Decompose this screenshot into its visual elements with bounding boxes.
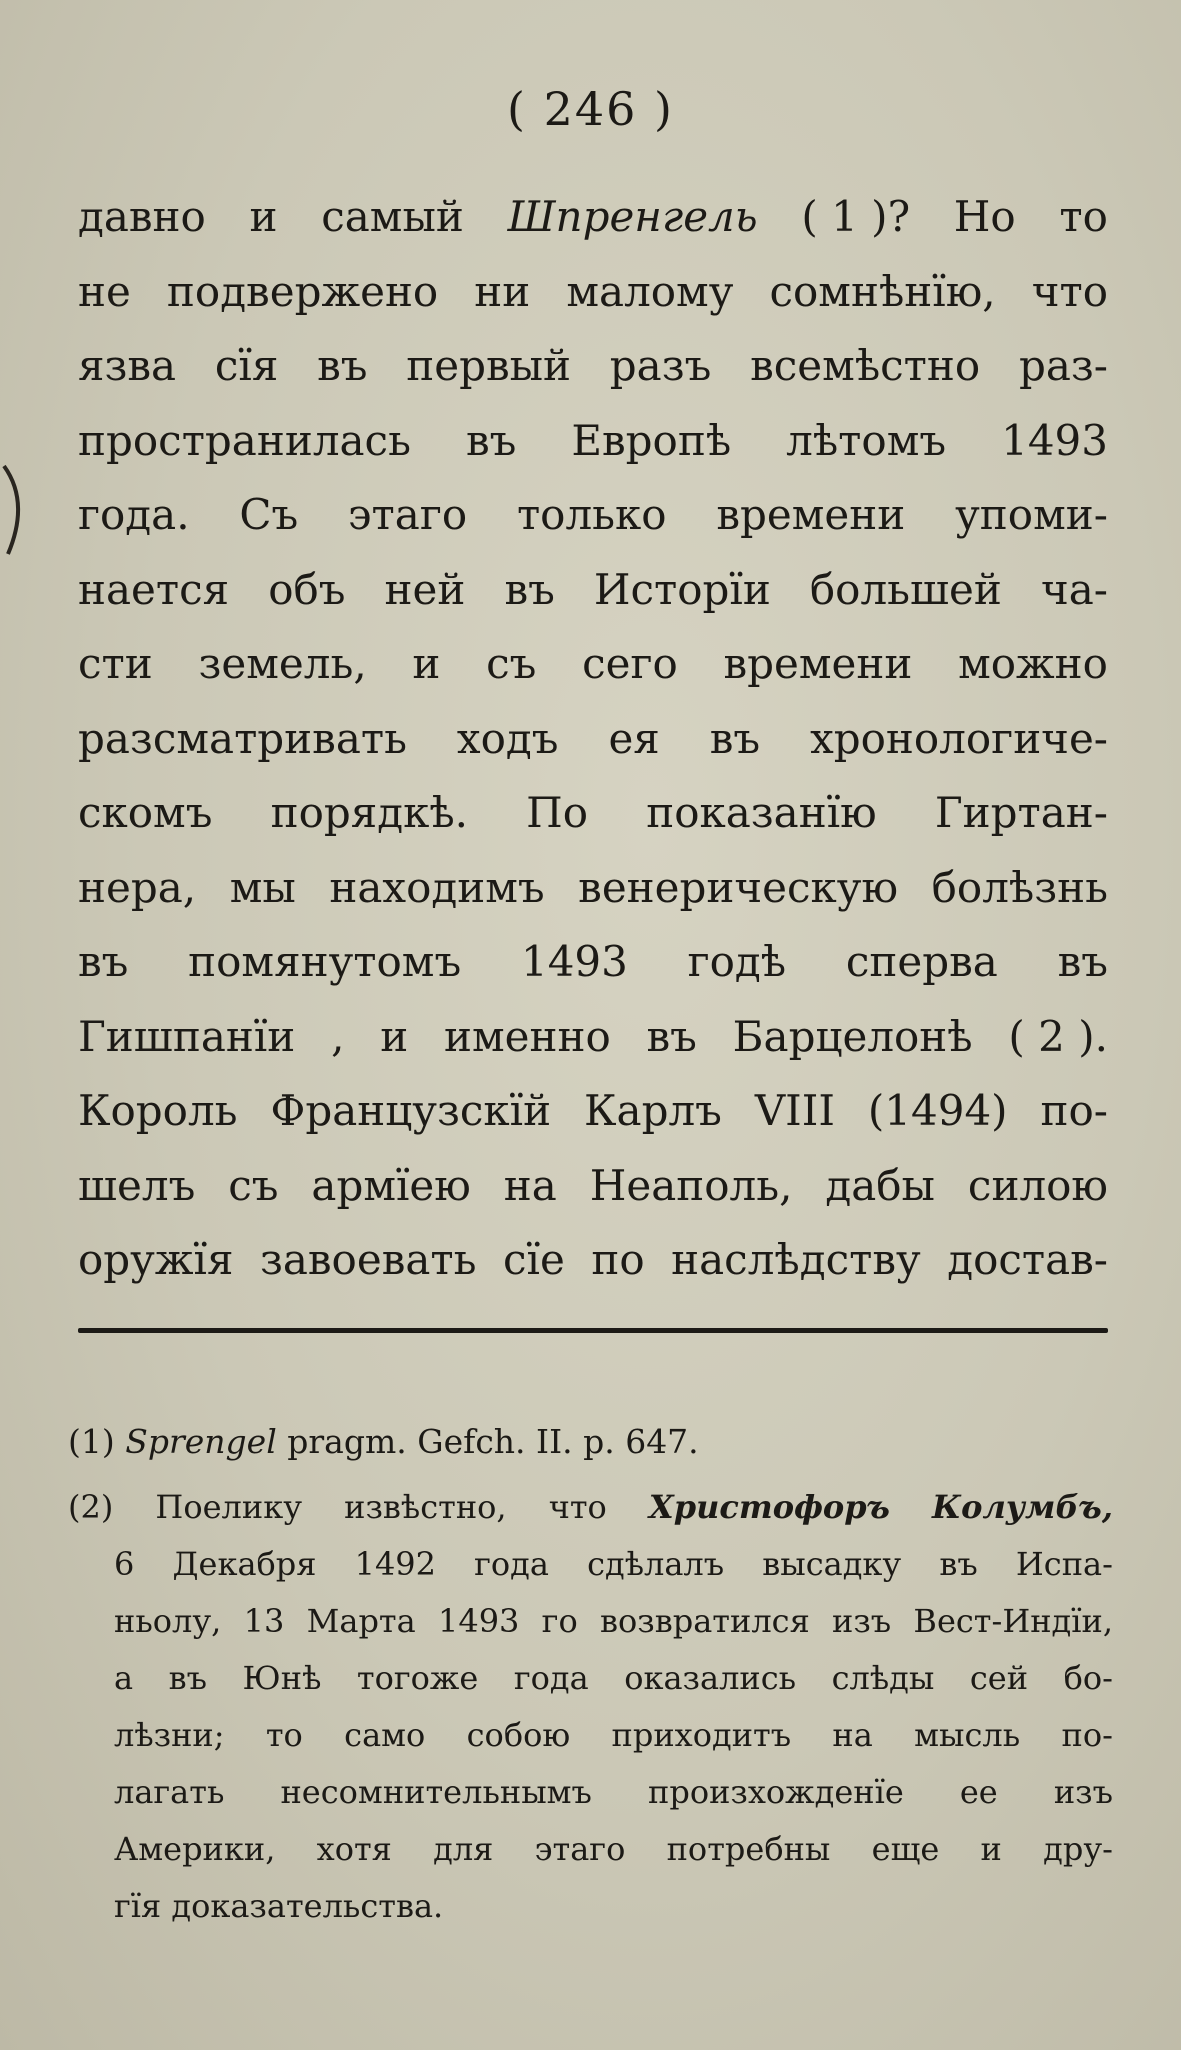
word: VIII xyxy=(754,1086,835,1135)
word: оружїя xyxy=(78,1235,234,1284)
word: сей xyxy=(969,1659,1029,1697)
word: наслѣдству xyxy=(671,1235,921,1284)
footnote-ref: ( 2 ). xyxy=(1008,1011,1108,1061)
word: еще xyxy=(871,1830,940,1868)
word: времени xyxy=(723,639,913,688)
footnote-line xyxy=(68,1536,1113,1593)
word: именно xyxy=(443,1011,611,1061)
word: изъ xyxy=(1053,1773,1113,1811)
footnote-line xyxy=(68,1650,1113,1707)
word-italic: Христофоръ xyxy=(648,1488,890,1526)
footnote-citation: pragm. Gefch. II. p. 647. xyxy=(287,1422,699,1461)
word: въ xyxy=(1057,937,1108,986)
word: хотя xyxy=(316,1830,392,1868)
page-number: ( 246 ) xyxy=(507,82,674,136)
word: сего xyxy=(582,639,678,688)
footnote-marker: (2) xyxy=(68,1488,114,1526)
word: высадку xyxy=(762,1545,902,1583)
word: Карлъ xyxy=(584,1086,722,1135)
text-line xyxy=(78,1000,1108,1075)
footnote-2 xyxy=(68,1479,1113,1935)
word: пространилась xyxy=(78,415,411,465)
word: произхожденїе xyxy=(648,1773,904,1811)
footnote-marker: (1) xyxy=(68,1422,115,1461)
word: ходъ xyxy=(456,713,559,763)
footnote-author: Sprengel xyxy=(125,1422,277,1461)
word: ча- xyxy=(1040,564,1108,614)
word: только xyxy=(516,490,667,539)
word: Съ xyxy=(239,490,299,539)
margin-bracket-mark xyxy=(0,462,34,558)
word: По xyxy=(526,788,589,837)
word-italic: Шпренгель xyxy=(507,192,758,241)
word: само xyxy=(344,1716,426,1754)
word: Гишпанїи xyxy=(78,1011,296,1061)
text-line xyxy=(78,925,1108,1000)
word: на xyxy=(503,1160,557,1210)
word: то xyxy=(265,1716,303,1754)
word: ея xyxy=(608,713,660,763)
word: и xyxy=(249,192,278,241)
word: ни xyxy=(474,266,531,316)
word: сїе xyxy=(503,1235,565,1284)
word: въ xyxy=(939,1545,978,1583)
word: первый xyxy=(406,341,572,390)
text-line xyxy=(78,404,1108,479)
word: въ xyxy=(646,1011,697,1061)
word-italic: Колумбъ, xyxy=(932,1488,1113,1526)
word: съ xyxy=(486,639,537,688)
word: дабы xyxy=(825,1160,935,1210)
word: помянутомъ xyxy=(188,937,462,986)
word: и xyxy=(980,1830,1002,1868)
word: ее xyxy=(959,1773,998,1811)
word: , xyxy=(331,1011,345,1061)
word: скомъ xyxy=(78,788,213,837)
word: въ xyxy=(168,1659,207,1697)
footnotes xyxy=(68,1405,1113,1935)
word: приходитъ xyxy=(611,1716,792,1754)
word: на xyxy=(832,1716,873,1754)
word: Неаполь, xyxy=(589,1160,793,1210)
word: года xyxy=(474,1545,549,1583)
word: лѣзни; xyxy=(114,1716,225,1754)
word: Гиртан- xyxy=(934,788,1108,837)
text-line xyxy=(78,1149,1108,1224)
word: въ xyxy=(709,713,761,763)
word: показанїю xyxy=(646,788,877,837)
word: 1492 xyxy=(354,1545,437,1583)
word: объ xyxy=(268,564,346,614)
word: въ xyxy=(317,341,368,390)
word: земель, xyxy=(198,639,367,688)
word: Марта xyxy=(306,1602,416,1640)
word: несомнительнымъ xyxy=(280,1773,592,1811)
word: въ xyxy=(465,415,517,465)
word: самый xyxy=(321,192,464,241)
word: доказательства. xyxy=(171,1887,444,1925)
word: а xyxy=(114,1659,134,1697)
word: разсматривать xyxy=(78,713,407,763)
word: потребны xyxy=(666,1830,831,1868)
word: слѣды xyxy=(831,1659,935,1697)
word: Французскїй xyxy=(270,1086,552,1135)
word: го xyxy=(541,1602,578,1640)
word: сомнѣнїю, xyxy=(769,266,996,316)
word: язва xyxy=(78,341,177,390)
word: года xyxy=(513,1659,589,1697)
footnote-line xyxy=(68,1764,1113,1821)
word: 1493 xyxy=(1001,415,1108,465)
word: этаго xyxy=(348,490,468,539)
word: нается xyxy=(78,564,230,614)
text-line xyxy=(78,180,1108,255)
word: возвратился xyxy=(599,1602,810,1640)
footnote-line xyxy=(68,1593,1113,1650)
word: порядкѣ. xyxy=(270,788,469,837)
word: (1494) xyxy=(867,1086,1008,1135)
text-line xyxy=(78,851,1108,926)
word: сперва xyxy=(845,937,998,986)
word: раз- xyxy=(1018,341,1108,390)
word: сїя xyxy=(214,341,279,390)
word: года. xyxy=(78,490,190,539)
word: извѣстно, xyxy=(344,1488,507,1526)
word: по- xyxy=(1061,1716,1113,1754)
word: шелъ xyxy=(78,1160,196,1210)
footnote-line xyxy=(68,1707,1113,1764)
word: завоевать xyxy=(259,1235,477,1284)
word: сти xyxy=(78,639,153,688)
word: изъ xyxy=(832,1602,892,1640)
word: ньолу, xyxy=(114,1602,222,1640)
word: въ xyxy=(78,937,129,986)
word: Барцелонѣ xyxy=(732,1011,973,1061)
text-line xyxy=(78,478,1108,553)
word: тогоже xyxy=(356,1659,479,1697)
word: большей xyxy=(809,564,1002,614)
word: упоми- xyxy=(955,490,1108,539)
word: 6 xyxy=(114,1545,135,1583)
word: малому xyxy=(566,266,734,316)
text-line xyxy=(78,329,1108,404)
word: достав- xyxy=(947,1235,1108,1284)
text-line xyxy=(78,255,1108,330)
text-line xyxy=(78,702,1108,777)
word: силою xyxy=(967,1160,1108,1210)
word: ней xyxy=(384,564,466,614)
footnote-line xyxy=(68,1821,1113,1878)
text-line xyxy=(78,627,1108,702)
word: Вест-Индїи, xyxy=(913,1602,1113,1640)
footnote-separator-rule xyxy=(78,1328,1108,1333)
word: Европѣ xyxy=(571,415,732,465)
word: гїя xyxy=(114,1887,162,1925)
word: сдѣлалъ xyxy=(587,1545,725,1583)
footnote-ref: ( 1 )? xyxy=(801,192,911,241)
word: всемѣстно xyxy=(750,341,981,390)
word: подвержено xyxy=(166,266,439,316)
word: по xyxy=(591,1235,645,1284)
word: то xyxy=(1059,192,1108,241)
text-line xyxy=(78,776,1108,851)
word: Юнѣ xyxy=(242,1659,322,1697)
word: Король xyxy=(78,1086,238,1135)
footnote-line xyxy=(68,1878,1113,1935)
word: давно xyxy=(78,192,206,241)
word: Но xyxy=(953,192,1016,241)
word: съ xyxy=(228,1160,279,1210)
word: въ xyxy=(504,564,555,614)
main-text-body xyxy=(78,180,1108,1298)
word: мысль xyxy=(914,1716,1021,1754)
word: что xyxy=(1031,266,1108,316)
word: находимъ xyxy=(329,862,545,912)
word: Америки, xyxy=(114,1830,276,1868)
word: и xyxy=(380,1011,409,1061)
word: венерическую xyxy=(578,862,899,912)
word: хронологиче- xyxy=(810,713,1108,763)
word: этаго xyxy=(534,1830,626,1868)
footnote-line xyxy=(68,1479,1113,1536)
word: разъ xyxy=(609,341,712,390)
word: не xyxy=(78,266,131,316)
word: оказались xyxy=(624,1659,797,1697)
word: по- xyxy=(1040,1086,1108,1135)
text-line xyxy=(78,1223,1108,1298)
word: Декабря xyxy=(172,1545,317,1583)
text-line xyxy=(78,553,1108,628)
word: нера, xyxy=(78,862,197,912)
word: лѣтомъ xyxy=(786,415,947,465)
word: собою xyxy=(466,1716,571,1754)
word: 1493 xyxy=(437,1602,520,1640)
text-line xyxy=(78,1074,1108,1149)
word: бо- xyxy=(1063,1659,1113,1697)
word: лагать xyxy=(114,1773,225,1811)
word: Испа- xyxy=(1015,1545,1113,1583)
word: Поелику xyxy=(155,1488,303,1526)
word: Исторїи xyxy=(593,564,771,614)
word: армїею xyxy=(311,1160,471,1210)
word: можно xyxy=(958,639,1108,688)
word: годѣ xyxy=(687,937,787,986)
footnote-1 xyxy=(68,1405,1113,1479)
word: болѣзнь xyxy=(931,862,1108,912)
word: дру- xyxy=(1043,1830,1113,1868)
word: времени xyxy=(716,490,906,539)
word: и xyxy=(412,639,441,688)
word: мы xyxy=(229,862,296,912)
word: для xyxy=(433,1830,494,1868)
word: 1493 xyxy=(520,937,628,986)
word: что xyxy=(548,1488,607,1526)
word: 13 xyxy=(243,1602,285,1640)
